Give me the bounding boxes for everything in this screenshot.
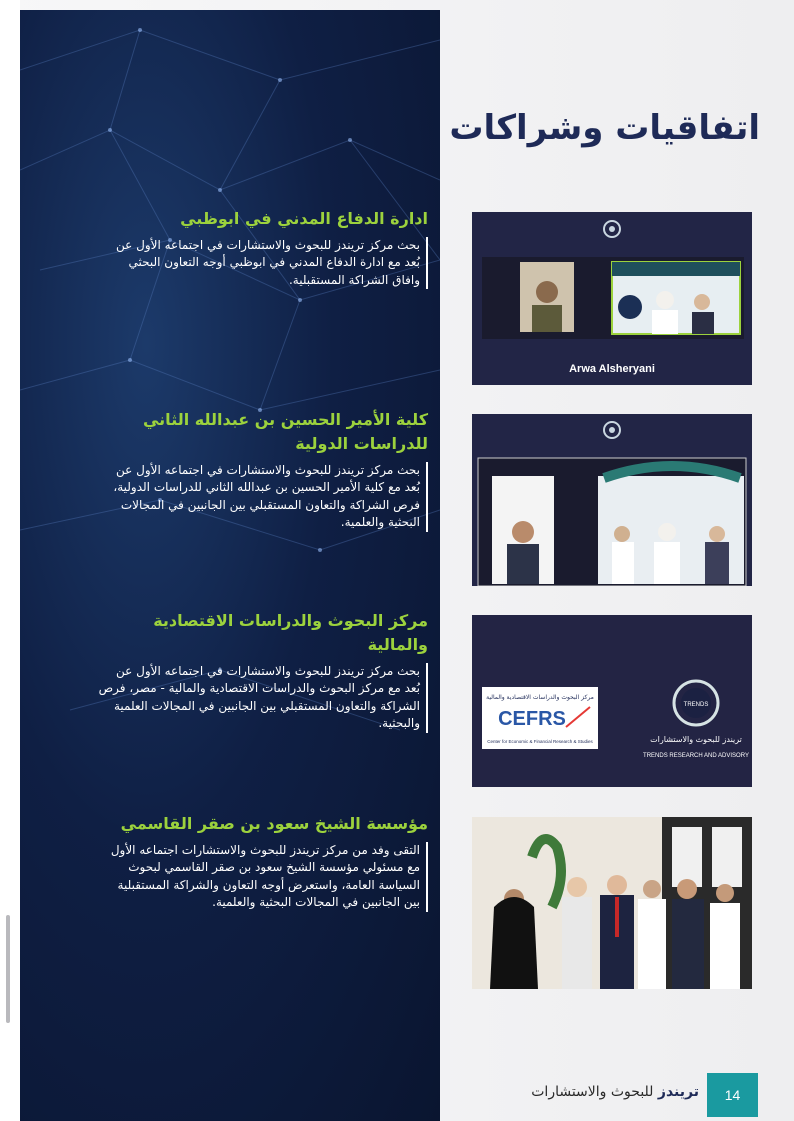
section-prince-hussein-school (98, 408, 428, 532)
section-title: مركز البحوث والدراسات الاقتصادية والمالية (153, 611, 428, 654)
section-body: بحث مركز تريندز للبحوث والاستشارات في اجتماعه الأول عن بُعد مع ادارة الدفاع المدني في ابوظبي أوجه التعاون البحثي وافاق الشراكة المستقبلية. (98, 237, 428, 289)
cefrs-arabic-name: مركز البحوث والدراسات الاقتصادية والمالية (486, 694, 594, 701)
network-background-graphic (20, 10, 440, 1121)
cefrs-english-name: Center for Economic & Financial Research & Studies (487, 739, 593, 744)
footer-brand-name: تريندز (657, 1084, 699, 1100)
photo-cefrs-logos (472, 615, 752, 787)
section-sheikh-saud-foundation (98, 812, 428, 912)
video-call-image (472, 212, 752, 385)
trends-logo-text: TRENDS (683, 702, 709, 708)
cefrs-logo-text: CEFRS (498, 708, 566, 730)
section-title: ادارة الدفاع المدني في ابوظبي (180, 209, 428, 228)
section-title: مؤسسة الشيخ سعود بن صقر القاسمي (120, 814, 428, 833)
trends-english-name: TRENDS RESEARCH AND ADVISORY (643, 753, 749, 759)
scrollbar-thumb[interactable] (6, 915, 10, 1023)
photo-prince-hussein-meeting (472, 414, 752, 586)
photo-civil-defense-meeting (472, 212, 752, 385)
page-title: اتفاقيات وشراكات (449, 108, 760, 148)
page-number: 14 (707, 1073, 758, 1117)
group-photo-image (472, 817, 752, 989)
video-call-image (472, 414, 752, 586)
section-cefrs (98, 609, 428, 733)
section-body: بحث مركز تريندز للبحوث والاستشارات في اجتماعه الأول عن بُعد مع مركز البحوث والدراسات الاقتصادية والمالية - مصر، فرص الشراكة والتعاون المستقبلي بين الجانبين في المجالات العلمية والبحثية. (98, 663, 428, 733)
footer-brand (531, 1084, 699, 1100)
participant-name-label: Arwa Alsheryani (569, 363, 655, 375)
photo-sheikh-saud-delegation (472, 817, 752, 989)
viewer-left-margin (0, 0, 20, 1121)
trends-arabic-name: تريندز للبحوث والاستشارات (650, 735, 742, 744)
section-body: التقى وفد من مركز تريندز للبحوث والاستشارات اجتماعه الأول مع مسئولي مؤسسة الشيخ سعود بن صقر القاسمي لبحوث السياسة العامة، واستعرض أوجه التعاون والشراكة المستقبلية بين الجانبين في المجالات البحثية والعلمية. (98, 842, 428, 912)
section-title: كلية الأمير الحسين بن عبدالله الثاني للدراسات الدولية (142, 410, 428, 453)
footer-brand-rest: للبحوث والاستشارات (531, 1084, 654, 1100)
dark-content-panel (20, 10, 440, 1121)
section-civil-defense (98, 207, 428, 289)
section-body: بحث مركز تريندز للبحوث والاستشارات في اجتماعه الأول عن بُعد مع كلية الأمير الحسين بن عبدالله الثاني للدراسات الدولية، فرص الشراكة والتعاون المستقبلي بين الجانبين في المجالات البحثية والعلمية. (98, 462, 428, 532)
partner-logos-image (472, 615, 752, 787)
